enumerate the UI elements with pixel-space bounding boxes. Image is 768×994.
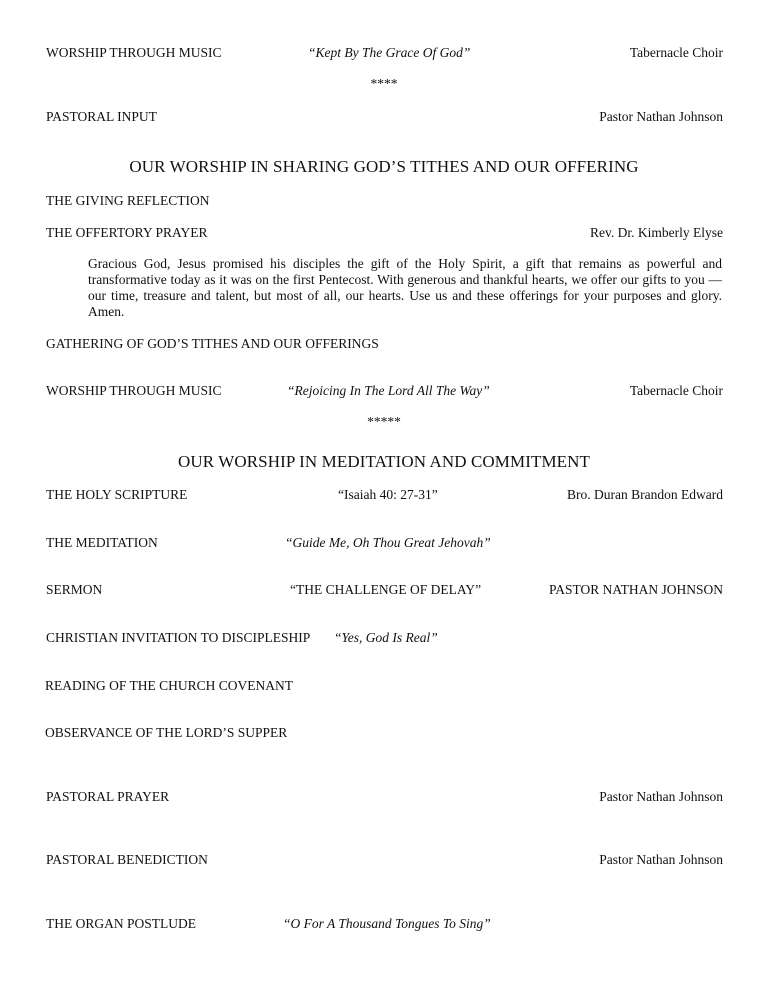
benediction-label: PASTORAL BENEDICTION: [46, 852, 208, 867]
pastoral-prayer-person: Pastor Nathan Johnson: [599, 789, 723, 804]
section-heading-meditation: OUR WORSHIP IN MEDITATION AND COMMITMENT: [177, 452, 591, 471]
sermon-title: “THE CHALLENGE OF DELAY”: [290, 582, 482, 597]
offertory-prayer-label: THE OFFERTORY PRAYER: [46, 225, 208, 240]
holy-scripture-person: Bro. Duran Brandon Edward: [567, 487, 723, 502]
invitation-label: CHRISTIAN INVITATION TO DISCIPLESHIP: [46, 630, 311, 645]
pastoral-input-person: Pastor Nathan Johnson: [599, 109, 723, 124]
pastoral-input-label: PASTORAL INPUT: [46, 109, 157, 124]
lords-supper-label: OBSERVANCE OF THE LORD’S SUPPER: [45, 725, 288, 740]
postlude-title: “O For A Thousand Tongues To Sing”: [283, 916, 491, 931]
invitation-title: “Yes, God Is Real”: [334, 630, 438, 645]
worship-music-2-label: WORSHIP THROUGH MUSIC: [46, 383, 222, 398]
covenant-label: READING OF THE CHURCH COVENANT: [45, 678, 294, 693]
worship-music-2-person: Tabernacle Choir: [629, 383, 723, 398]
worship-music-1-label: WORSHIP THROUGH MUSIC: [46, 45, 222, 60]
section-heading-offering: OUR WORSHIP IN SHARING GOD’S TITHES AND OUR OFFERING: [129, 157, 639, 176]
giving-reflection-label: THE GIVING REFLECTION: [46, 193, 210, 208]
gathering-label: GATHERING OF GOD’S TITHES AND OUR OFFERINGS: [46, 336, 379, 351]
meditation-label: THE MEDITATION: [46, 535, 158, 550]
postlude-label: THE ORGAN POSTLUDE: [46, 916, 196, 931]
sermon-label: SERMON: [46, 582, 103, 597]
pastoral-prayer-label: PASTORAL PRAYER: [46, 789, 170, 804]
separator-2: *****: [367, 414, 401, 429]
worship-music-1-title: “Kept By The Grace Of God”: [308, 45, 471, 60]
offertory-prayer-person: Rev. Dr. Kimberly Elyse: [590, 225, 723, 240]
worship-music-1-person: Tabernacle Choir: [629, 45, 723, 60]
separator-1: ****: [370, 76, 398, 91]
offertory-prayer-text: Gracious God, Jesus promised his disciples the gift of the Holy Spirit, a gift that remains as powerful and transformative today as it was on the first Pentecost. With generous and thankful hearts, we offer our gifts to you — our time, treasure and talent, but most of all, our hearts. Use us and these offerings for your purposes and glory. Amen.: [88, 256, 722, 319]
holy-scripture-title: “Isaiah 40: 27-31”: [338, 487, 438, 502]
benediction-person: Pastor Nathan Johnson: [599, 852, 723, 867]
holy-scripture-label: THE HOLY SCRIPTURE: [46, 487, 188, 502]
meditation-title: “Guide Me, Oh Thou Great Jehovah”: [285, 535, 491, 550]
sermon-person: PASTOR NATHAN JOHNSON: [548, 582, 723, 597]
worship-music-2-title: “Rejoicing In The Lord All The Way”: [287, 383, 490, 398]
